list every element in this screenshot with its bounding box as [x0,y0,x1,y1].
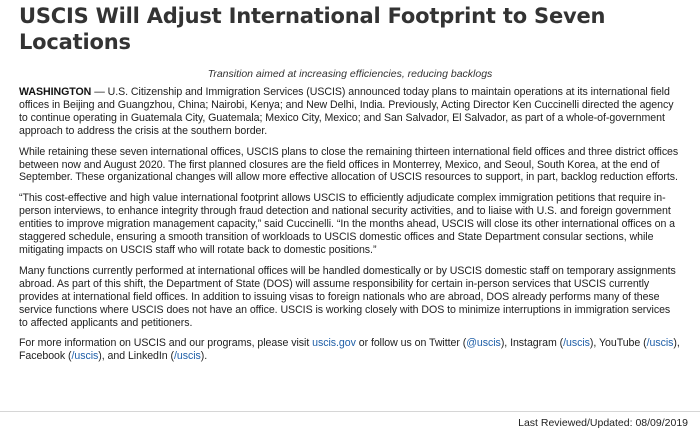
paragraph-quote: “This cost-effective and high value international footprint allows USCIS to efficiently adjudicate complex immigration petitions that require in-person interviews, to enhance integrity through fraud detection and national security activities, and to liaise with U.S. and foreign government entities to improve migration management capacity,” said Cuccinelli. “In the months ahead, USCIS will close its other international offices on a staggered schedule, ensuring a smooth transition of workloads to USCIS domestic offices and State Department consular sections, while mitigating impacts on USCIS staff who will rotate back to domestic positions.” [19,192,676,256]
more-info-text-5: ), and LinkedIn ( [98,350,174,363]
uscis-gov-link[interactable]: uscis.gov [312,337,356,350]
paragraph-functions: Many functions currently performed at international offices will be handled domestically or by USCIS domestic staff on temporary assignments abroad. As part of this shift, the Department of State (DOS) will assume responsibility for certain in-person services that USCIS currently provides at international field offices. In addition to issuing visas to foreign nationals who are abroad, DOS already performs many of these service functions where USCIS does not have an office. USCIS is working closely with DOS to minimize interruptions in immigration services to affected applicants and petitioners. [19,264,676,329]
more-info-text-2: ), Instagram ( [500,337,564,350]
more-info-intro: For more information on USCIS and our programs, please visit [19,337,313,350]
paragraph-more-info [19,337,681,363]
last-reviewed-date: Last Reviewed/Updated: 08/09/2019 [518,417,688,429]
article-subtitle: Transition aimed at increasing efficiencies, reducing backlogs [207,68,493,80]
more-info-text-3: ), YouTube ( [589,337,647,350]
article-title: USCIS Will Adjust International Footprint to Seven Locations [19,4,606,54]
twitter-link[interactable]: @uscis [466,337,501,350]
more-info-text-end: ). [200,350,208,363]
linkedin-link[interactable]: /uscis [174,350,201,363]
footer-divider [0,411,700,412]
youtube-link[interactable]: /uscis [646,337,674,350]
dateline: WASHINGTON [19,86,92,98]
paragraph-closures: While retaining these seven international offices, USCIS plans to close the remaining thirteen international field offices and three district offices between now and August 2020. The first planned closures are the field offices in Monterrey, Mexico, and Seoul, South Korea, at the end of September. These organizational changes will allow more effective allocation of USCIS resources to support, in part, backlog reduction efforts. [19,145,679,184]
article-body [19,86,681,371]
more-info-text-4: ), Facebook ( [19,337,680,363]
paragraph-intro-text: — U.S. Citizenship and Immigration Services (USCIS) announced today plans to maintain operations at its international field offices in Beijing and Guangzhou, China; Nairobi, Kenya; and New Delhi, India. Previously, Acting Director Ken Cuccinelli directed the agency to continue operating in Guatemala City, Guatemala; Mexico City, Mexico; and San Salvador, El Salvador, as part of a whole-of-government approach to address the crisis at the southern border. [19,86,674,137]
paragraph-intro [19,86,681,138]
facebook-link[interactable]: /uscis [71,350,99,363]
instagram-link[interactable]: /uscis [563,337,590,350]
more-info-text-1: or follow us on Twitter ( [355,337,467,350]
